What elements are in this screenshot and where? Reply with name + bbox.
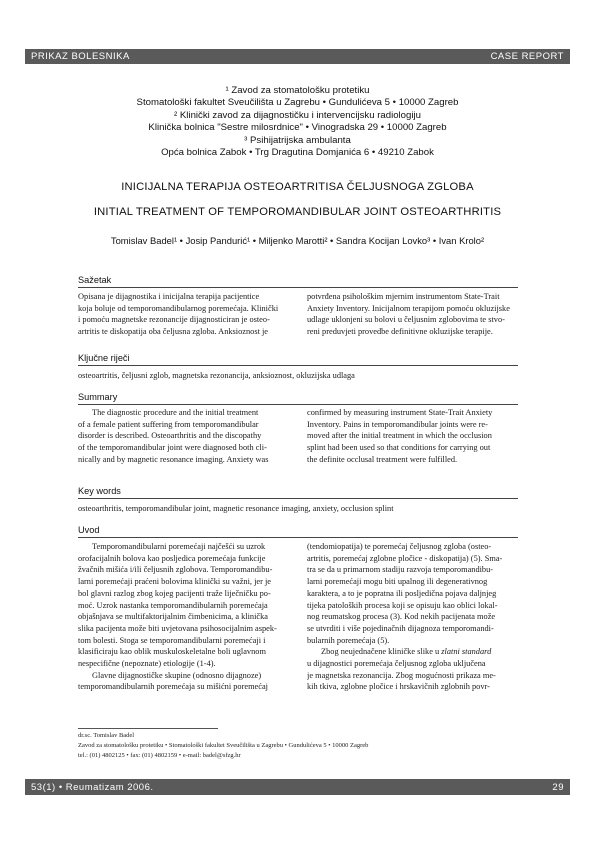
text-line: confirmed by measuring instrument State-Trait Anxiety — [307, 408, 493, 417]
title-english: INITIAL TREATMENT OF TEMPOROMANDIBULAR JOINT OSTEOARTHRITIS — [93, 206, 502, 218]
summary-heading: Summary — [78, 392, 518, 405]
text-line: tra se da u primarnom stadiju razvoja temporomandibu- — [307, 565, 494, 575]
text-line: Anxiety Inventory. Inicijalnom terapijom pomoću okluzijske — [307, 303, 510, 313]
key-words-text: osteoarthritis, temporomandibular joint, magnetic resonance imaging, anxiety, occlusion splint — [78, 504, 394, 513]
text-line: splint had been used so that conditions for carrying out — [307, 443, 491, 453]
text-line: larni poremećaji mogu biti upalnog ili degenerativnog — [307, 577, 488, 587]
affiliation-line: Klinička bolnica "Sestre milosrdnice" • Vinogradska 29 • 10000 Zagreb — [148, 122, 447, 134]
affiliation-line: ³ Psihijatrijska ambulanta — [244, 134, 351, 146]
journal-citation: 53(1) • Reumatizam 2006. — [31, 782, 154, 793]
footnote-divider — [78, 728, 218, 729]
text-line: the definite occlusal treatment were fulfilled. — [307, 454, 458, 464]
affiliation-line: ² Klinički zavod za dijagnostičku i intervencijsku radiologiju — [174, 109, 421, 121]
text-line: slika pacijenta može biti uvjetovana psihosocijalnim aspek- — [78, 623, 277, 633]
text-line: objašnjava se multifaktorijalnim čimbenicima, a klinička — [78, 612, 268, 622]
text-line: žvačnih mišića i/ili čeljusnih zglobova. Temporomandibu- — [78, 565, 273, 575]
sazetak-right-column — [307, 291, 518, 338]
uvod-right-column — [307, 541, 518, 693]
affiliations — [0, 85, 595, 159]
summary-left-column — [78, 407, 289, 466]
text-line: nog reumatskog procesa (3). Kod nekih pacijenata može — [307, 612, 496, 622]
text-fragment: Zbog neujednačene kliničke slike u — [321, 647, 440, 657]
text-line: Glavne dijagnostičke skupine (odnosno dijagnoze) — [92, 670, 262, 680]
text-line: larni poremećaji praćeni bolovima klinički su važni, jer je — [78, 577, 271, 587]
text-line: kih tkiva, zglobne pločice i hrskavičnih zglobnih povr- — [307, 682, 490, 692]
text-line: artritis, poremećaj zglobne pločice - diskopatija) (5). Sma- — [307, 553, 503, 563]
summary-right-column — [307, 407, 518, 466]
text-line: Temporomandibularni poremećaji najčešći su uzrok — [92, 542, 266, 551]
text-line: u dijagnostici poremećaja čeljusnog zgloba uključena — [307, 659, 486, 669]
affiliation-line: ¹ Zavod za stomatološku protetiku — [225, 85, 370, 96]
key-words-heading: Key words — [78, 486, 518, 499]
text-line: bol glavni razlog zbog kojeg pacijenti traže liječničku po- — [78, 588, 271, 598]
affiliation-line: Stomatološki fakultet Sveučilišta u Zagrebu • Gundulićeva 5 • 10000 Zagreb — [136, 97, 459, 109]
footer-bar — [25, 779, 570, 795]
text-line: temporomandibularnih poremećaja su mišićni poremećaj — [78, 682, 268, 692]
kljucne-rijeci-heading: Ključne riječi — [78, 353, 518, 366]
title-croatian: INICIJALNA TERAPIJA OSTEOARTRITISA ČELJUSNOGA ZGLOBA — [121, 181, 474, 193]
footnote-line: Zavod za stomatološku protetiku • Stomatološki fakultet Sveučilišta u Zagrebu • Gundulićeva 5 • 10000 Zagreb — [78, 742, 369, 749]
uvod-left-column — [78, 541, 289, 693]
text-line: nically and by magnetic resonance imaging. Anxiety was — [78, 454, 269, 464]
text-line: karaktera, a to je popratna ili posljedična pojava daljnjeg — [307, 588, 497, 598]
zlatni-standard-emphasis: zlatni standard — [441, 647, 492, 657]
kljucne-rijeci-text: osteoartritis, čeljusni zglob, magnetska rezonancija, anksioznost, okluzijska udlaga — [78, 371, 355, 380]
text-line: moć. Uzrok nastanka temporomandibularnih poremećaja — [78, 600, 268, 610]
section-label: PRIKAZ BOLESNIKA — [31, 51, 130, 62]
text-line: tijeka patoloških procesa koji se opisuju kao oblici lokal- — [307, 600, 498, 610]
text-line: artritis te diskopatija oba čeljusna zgloba. Anksioznost je — [78, 327, 269, 337]
text-line: tom bolesti. Stoga se temporomandibularni poremećaji i — [78, 635, 266, 645]
authors: Tomislav Badel¹ • Josip Pandurić¹ • Miljenko Marotti² • Sandra Kocijan Lovko³ • Ivan Krolo² — [110, 235, 485, 246]
footnote-line: tel.: (01) 4802125 • fax: (01) 4802159 • e-mail: badel@sfzg.hr — [78, 752, 241, 759]
text-line: The diagnostic procedure and the initial treatment — [92, 408, 259, 417]
page-number: 29 — [552, 782, 564, 793]
text-line: i pomoću magnetske rezonancije dijagnosticiran je osteo- — [78, 315, 270, 325]
text-line: Opisana je dijagnostika i inicijalna terapija pacijentice — [78, 292, 260, 301]
footnote-line: dr.sc. Tomislav Badel — [78, 732, 135, 739]
text-line: nespecifične (nepoznate) etiologije (1-4). — [78, 659, 216, 669]
text-line — [307, 646, 518, 658]
text-line: se utvrditi i više pojedinačnih dijagnoza temporomandi- — [307, 623, 494, 633]
text-line: reni preduvjeti provedbe definitivne okluzijske terapije. — [307, 327, 493, 337]
text-line: je magnetska rezonancija. Zbog mogućnosti prikaza me- — [307, 670, 496, 680]
text-line: moved after the initial treatment in which the occlusion — [307, 431, 492, 441]
correspondence-footnote — [78, 731, 518, 761]
text-line: of a female patient suffering from temporomandibular — [78, 419, 259, 429]
text-line: udlage uklonjeni su bolovi u čeljusnim zglobovima te stvo- — [307, 315, 505, 325]
text-line: (tendomiopatija) te poremećaj čeljusnog zgloba (osteo- — [307, 542, 492, 551]
text-line: disorder is described. Osteoarthritis and the discopathy — [78, 431, 262, 441]
sazetak-left-column — [78, 291, 289, 338]
text-line: bularnih poremećaja (5). — [307, 635, 390, 645]
affiliation-line: Opća bolnica Zabok • Trg Dragutina Domjanića 6 • 49210 Zabok — [161, 147, 434, 159]
sazetak-heading: Sažetak — [78, 275, 518, 288]
section-label-en: CASE REPORT — [490, 51, 564, 62]
text-line: orofacijalnih bolova kao posljedica poremećaja funkcije — [78, 553, 266, 563]
text-line: of the temporomandibular joint were diagnosed both cli- — [78, 443, 267, 453]
uvod-heading: Uvod — [78, 525, 518, 538]
text-line: Inventory. Pains in temporomandibular joints were re- — [307, 419, 488, 429]
text-line: koja boluje od temporomandibularnog poremećaja. Klinički — [78, 303, 279, 313]
text-line: klasificiraju kao oblik muskuloskeletalne boli uglavnom — [78, 647, 266, 657]
text-line: potvrđena psihološkim mjernim instrumentom State-Trait — [307, 292, 500, 301]
header-bar — [25, 49, 570, 64]
